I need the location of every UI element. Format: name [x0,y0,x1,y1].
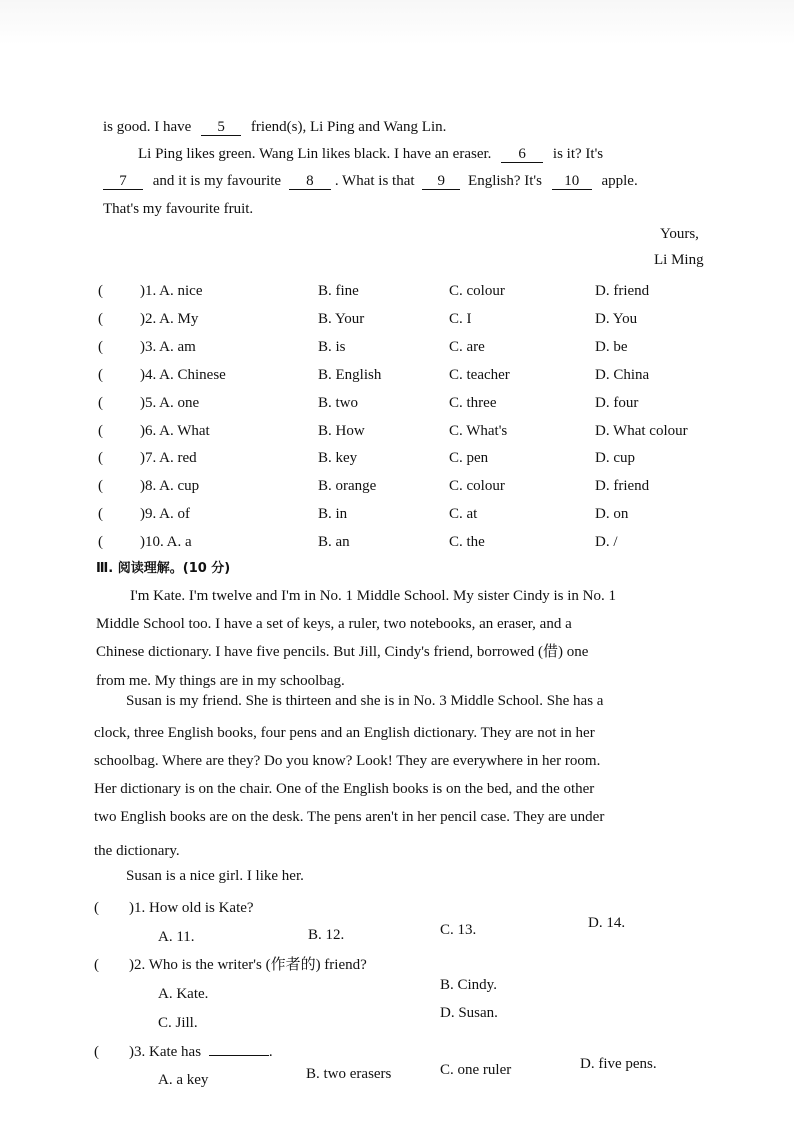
letter-line-3 [103,171,638,191]
answer-paren: ( [98,283,103,299]
blank-6 [501,146,543,163]
letter-line-2 [138,144,603,164]
question-option-a: )3. A. am [140,338,196,355]
option-d: D. You [595,310,638,327]
question-option-a: )10. A. a [140,534,192,551]
blank-number: 7 [119,173,127,189]
blank-8 [289,173,331,190]
text: friend(s), Li Ping and Wang Lin. [250,119,447,135]
question-option-a: )4. A. Chinese [140,366,226,383]
blank-5 [201,119,241,136]
question-option-a: )1. A. nice [140,283,203,299]
option-a: A. Kate. [158,986,209,1002]
answer-paren: ( [94,900,99,916]
reading-q1 [94,898,254,918]
option-d: D. China [595,366,650,383]
answer-paren: ( [98,394,103,411]
option-b: B. two erasers [306,1066,392,1082]
option-d: D. four [595,394,639,411]
blank-number: 6 [518,146,526,162]
answer-paren: ( [98,310,103,327]
question-option-a: )7. A. red [140,450,197,467]
question-text: )2. Who is the writer's (作者的) friend? [129,957,367,973]
reading-q2 [94,955,367,975]
question-option-a: )2. A. My [140,310,199,327]
question-option-a: )6. A. What [140,422,210,439]
question-text: )1. How old is Kate? [129,900,254,916]
option-c: C. 13. [440,922,477,938]
option-c: C. What's [449,422,508,439]
blank-10 [552,173,592,190]
passage-line: clock, three English books, four pens and an English dictionary. They are not in her [94,725,595,741]
question-text: )3. Kate has [129,1044,202,1060]
passage-line: two English books are on the desk. The pens aren't in her pencil case. They are under [94,809,605,825]
blank-number: 5 [217,119,225,135]
blank-number: 8 [306,173,314,189]
answer-paren: ( [98,338,103,355]
answer-paren: ( [98,422,103,439]
option-c: C. teacher [449,366,510,383]
section-3-title: Ⅲ. 阅读理解。(10 分) [96,561,231,576]
option-d: D. be [595,338,628,355]
answer-paren: ( [94,957,99,973]
text: . [268,1044,273,1060]
option-c: C. I [449,310,472,327]
passage-line: schoolbag. Where are they? Do you know? Look! They are everywhere in her room. [94,753,601,769]
question-option-a: )9. A. of [140,506,190,523]
answer-paren: ( [98,478,103,495]
answer-paren: ( [98,366,103,383]
letter-signature: Li Ming [654,252,704,268]
option-b: B. key [318,450,358,467]
blank-9 [422,173,460,190]
letter-line-1 [103,117,446,137]
reading-q3 [94,1042,273,1062]
option-c: C. colour [449,283,505,299]
option-b: B. is [318,338,346,355]
question-option-a: )8. A. cup [140,478,200,495]
text: apple. [601,173,638,189]
option-a: A. a key [158,1072,209,1088]
answer-paren: ( [98,534,103,551]
option-c: C. Jill. [158,1015,198,1031]
option-c: C. at [449,506,478,523]
text: . What is that [334,173,415,189]
answer-paren: ( [98,450,103,467]
text: Li Ping likes green. Wang Lin likes black. I have an eraser. [138,146,492,162]
letter-line-4: That's my favourite fruit. [103,201,254,217]
answer-paren: ( [98,506,103,523]
option-b: B. two [318,394,359,411]
option-c: C. three [449,394,497,411]
blank-number: 9 [437,173,446,189]
option-b: B. How [318,422,365,439]
passage-line: Susan is a nice girl. I like her. [126,868,304,884]
answer-paren: ( [94,1044,99,1060]
option-c: C. are [449,338,485,355]
option-c: C. colour [449,478,505,495]
option-b: B. orange [318,478,377,495]
passage-line: Her dictionary is on the chair. One of the English books is on the bed, and the other [94,781,595,797]
option-c: C. pen [449,450,489,467]
text: is good. I have [103,119,192,135]
option-b: B. Your [318,310,365,327]
passage-line: Chinese dictionary. I have five pencils. But Jill, Cindy's friend, borrowed (借) one [96,644,589,660]
option-b: B. in [318,506,348,523]
option-b: B. an [318,534,350,551]
option-d: D. What colour [595,422,688,439]
passage-line: I'm Kate. I'm twelve and I'm in No. 1 Middle School. My sister Cindy is in No. 1 [130,588,616,604]
answer-blank [209,1055,269,1056]
option-c: C. the [449,534,485,551]
option-b: B. Cindy. [440,977,497,993]
passage-line: Middle School too. I have a set of keys, a ruler, two notebooks, an eraser, and a [96,616,572,632]
text: and it is my favourite [152,173,282,189]
question-option-a: )5. A. one [140,394,200,411]
passage-line: Susan is my friend. She is thirteen and she is in No. 3 Middle School. She has a [126,693,604,709]
passage-line: the dictionary. [94,843,180,859]
text: English? It's [468,173,542,189]
blank-7 [103,173,143,190]
passage-line: from me. My things are in my schoolbag. [96,673,345,689]
option-d: D. friend [595,283,650,299]
option-d: D. five pens. [580,1056,657,1072]
option-b: B. 12. [308,927,345,943]
option-d: D. on [595,506,629,523]
option-b: B. fine [318,283,359,299]
blank-number: 10 [564,173,580,189]
option-a: A. 11. [158,929,195,945]
option-c: C. one ruler [440,1062,512,1078]
option-d: D. 14. [588,915,626,931]
text: is it? It's [552,146,604,162]
option-d: D. Susan. [440,1005,498,1021]
option-d: D. cup [595,450,635,467]
option-d: D. friend [595,478,650,495]
option-d: D. / [595,534,618,551]
letter-closing: Yours, [660,226,699,242]
option-b: B. English [318,366,382,383]
